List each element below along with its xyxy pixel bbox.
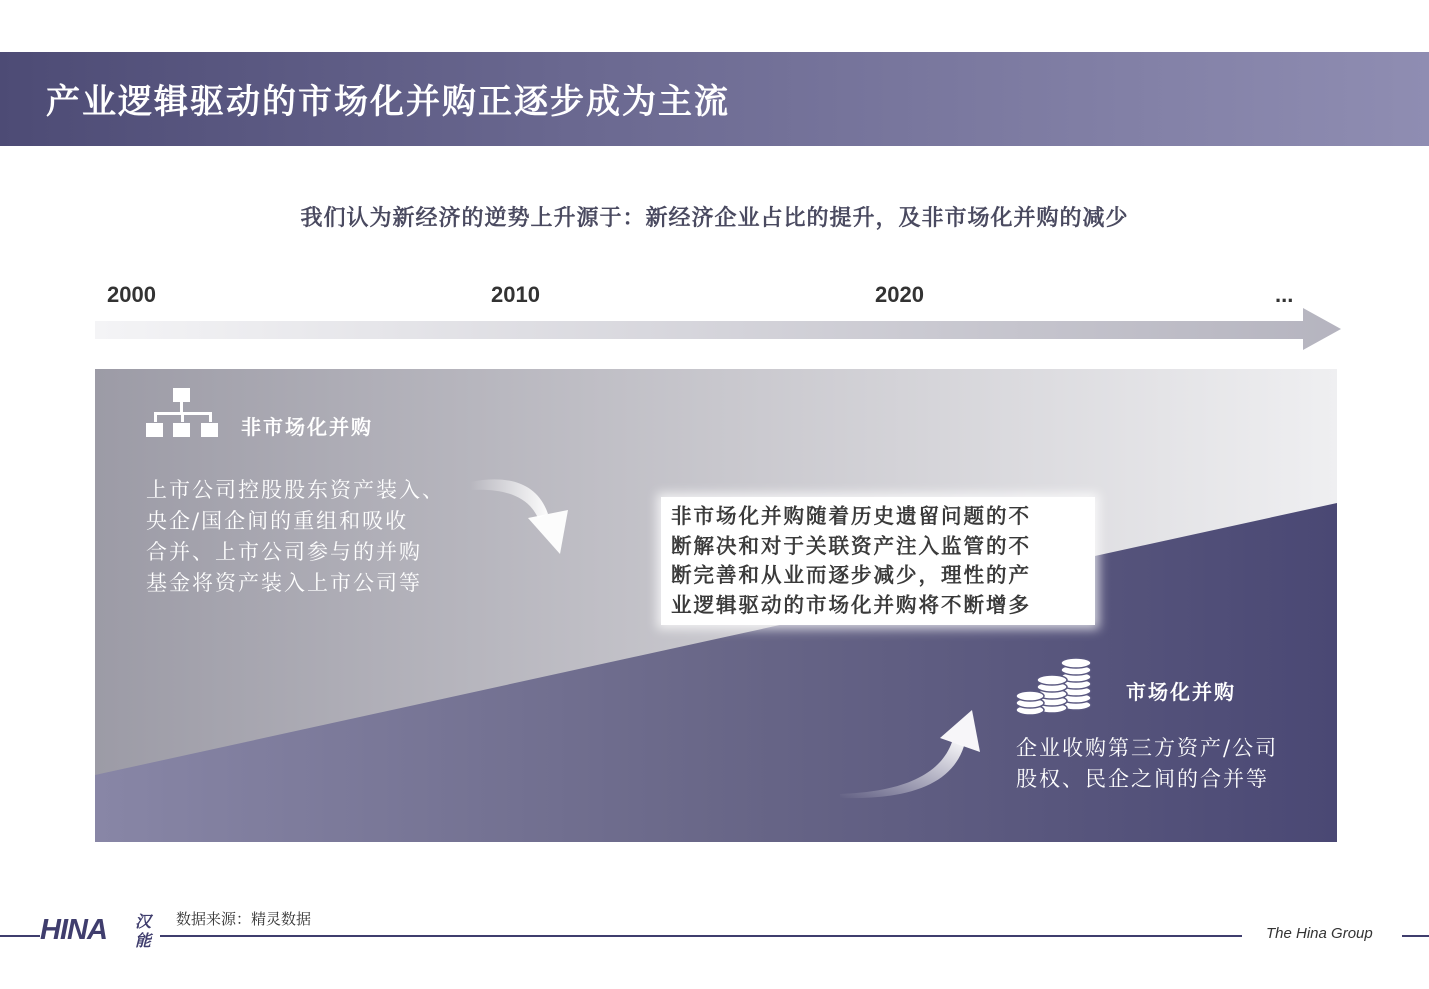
- non-market-line-3: 合并、上市公司参与的并购: [146, 540, 422, 564]
- timeline-label-2020: 2020: [875, 282, 924, 307]
- page-title: 产业逻辑驱动的市场化并购正逐步成为主流: [46, 82, 730, 122]
- subtitle: 我们认为新经济的逆势上升源于：新经济企业占比的提升，及非市场化并购的减少: [300, 205, 1129, 231]
- curved-arrow-down-icon: [470, 474, 590, 558]
- timeline-label-2000: 2000: [107, 282, 156, 307]
- timeline-arrow: [95, 306, 1345, 352]
- non-market-description: [146, 475, 445, 599]
- non-market-line-2: 央企/国企间的重组和吸收: [146, 509, 409, 533]
- data-source: 数据来源：精灵数据: [176, 910, 312, 928]
- market-title: 市场化并购: [1126, 680, 1236, 704]
- callout-line-3: 断完善和从业而逐步减少，理性的产: [671, 563, 1031, 587]
- timeline-label-ellipsis: ...: [1275, 282, 1294, 307]
- non-market-line-1: 上市公司控股股东资产装入、: [146, 478, 445, 502]
- curved-arrow-up-icon: [840, 706, 1000, 802]
- hina-logo-chinese: 汉能: [135, 912, 152, 950]
- callout-line-2: 断解决和对于关联资产注入监管的不: [671, 533, 1031, 558]
- title-bar: [0, 52, 1429, 146]
- hina-logo: HINA: [40, 914, 107, 946]
- org-chart-icon: [146, 388, 220, 450]
- footer-rule: [0, 926, 1429, 946]
- coin-stacks-icon: [1014, 652, 1096, 716]
- market-description: [1016, 733, 1278, 795]
- non-market-title: 非市场化并购: [241, 415, 373, 439]
- callout-line-4: 业逻辑驱动的市场化并购将不断增多: [671, 592, 1031, 617]
- market-line-1: 企业收购第三方资产/公司: [1016, 736, 1279, 760]
- timeline-label-2010: 2010: [491, 282, 540, 307]
- company-name: The Hina Group: [1266, 925, 1373, 942]
- callout-box: [661, 497, 1095, 625]
- market-line-2: 股权、民企之间的合并等: [1016, 767, 1269, 791]
- callout-line-1: 非市场化并购随着历史遗留问题的不: [671, 504, 1031, 528]
- non-market-line-4: 基金将资产装入上市公司等: [146, 571, 422, 595]
